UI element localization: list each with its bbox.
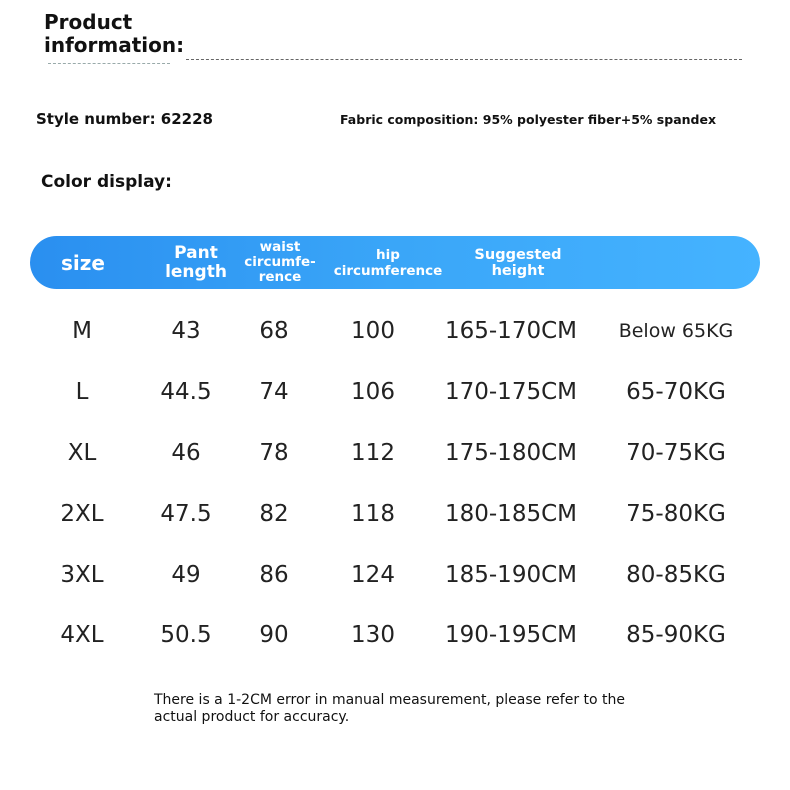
cell-hip: 118: [351, 501, 395, 527]
cell-pant-length: 46: [171, 440, 201, 466]
cell-hip: 100: [351, 318, 395, 344]
header-pant-line-2: length: [165, 261, 227, 282]
header-waist-line-1: waist: [259, 239, 301, 255]
header-suggested-height: [462, 236, 574, 289]
header-size: size: [61, 250, 105, 275]
cell-weight: 65-70KG: [626, 379, 726, 405]
cell-size: 2XL: [60, 501, 104, 527]
cell-height: 180-185CM: [444, 501, 577, 527]
fabric-composition: Fabric composition: 95% polyester fiber+5% spandex: [340, 112, 717, 127]
header-height-line-2: height: [491, 262, 545, 279]
table-row: [0, 433, 790, 473]
style-number: Style number: 62228: [36, 110, 213, 128]
cell-weight: Below 65KG: [618, 320, 734, 342]
cell-pant-length: 44.5: [160, 379, 212, 405]
cell-height: 170-175CM: [444, 379, 577, 405]
title-line-2: information:: [44, 33, 185, 57]
cell-height: 190-195CM: [444, 622, 577, 648]
title-divider: [186, 59, 742, 60]
header-height-line-1: Suggested: [474, 246, 562, 263]
cell-hip: 130: [351, 622, 395, 648]
page-title: [44, 11, 184, 57]
header-waist-line-2: circumfe-: [244, 254, 316, 270]
cell-hip: 124: [351, 562, 395, 588]
cell-waist: 86: [259, 562, 289, 588]
table-row: [0, 494, 790, 534]
cell-pant-length: 49: [171, 562, 201, 588]
cell-hip: 106: [351, 379, 395, 405]
note-line-2: actual product for accuracy.: [154, 709, 350, 725]
cell-pant-length: 43: [171, 318, 201, 344]
header-pant-length: [156, 236, 236, 289]
header-weight: [590, 236, 750, 289]
cell-pant-length: 47.5: [160, 501, 212, 527]
note-line-1: There is a 1-2CM error in manual measurement, please refer to the: [154, 692, 626, 708]
cell-hip: 112: [351, 440, 395, 466]
header-hip: [326, 236, 450, 289]
cell-waist: 78: [259, 440, 289, 466]
cell-weight: 75-80KG: [626, 501, 726, 527]
header-waist-line-3: rence: [258, 269, 302, 285]
cell-waist: 74: [259, 379, 289, 405]
cell-waist: 90: [259, 622, 289, 648]
cell-height: 175-180CM: [444, 440, 577, 466]
title-line-1: Product: [44, 10, 133, 34]
cell-height: 165-170CM: [444, 318, 577, 344]
table-row: [0, 372, 790, 412]
cell-weight: 80-85KG: [626, 562, 726, 588]
cell-size: 3XL: [60, 562, 104, 588]
cell-size: 4XL: [60, 622, 104, 648]
title-underline-short: [48, 63, 170, 64]
measurement-note: [154, 692, 694, 726]
cell-size: XL: [67, 440, 97, 466]
table-row: [0, 311, 790, 351]
cell-waist: 68: [259, 318, 289, 344]
table-row: [0, 615, 790, 655]
color-display-label: Color display:: [41, 172, 172, 192]
header-hip-line-2: circumference: [333, 262, 443, 279]
header-waist: [234, 236, 326, 289]
header-pant-line-1: Pant: [174, 242, 218, 263]
cell-size: M: [72, 318, 92, 344]
header-hip-line-1: hip: [376, 246, 400, 263]
table-row: [0, 555, 790, 595]
cell-pant-length: 50.5: [160, 622, 212, 648]
cell-height: 185-190CM: [444, 562, 577, 588]
cell-weight: 70-75KG: [626, 440, 726, 466]
cell-size: L: [75, 379, 89, 405]
cell-weight: 85-90KG: [626, 622, 726, 648]
cell-waist: 82: [259, 501, 289, 527]
